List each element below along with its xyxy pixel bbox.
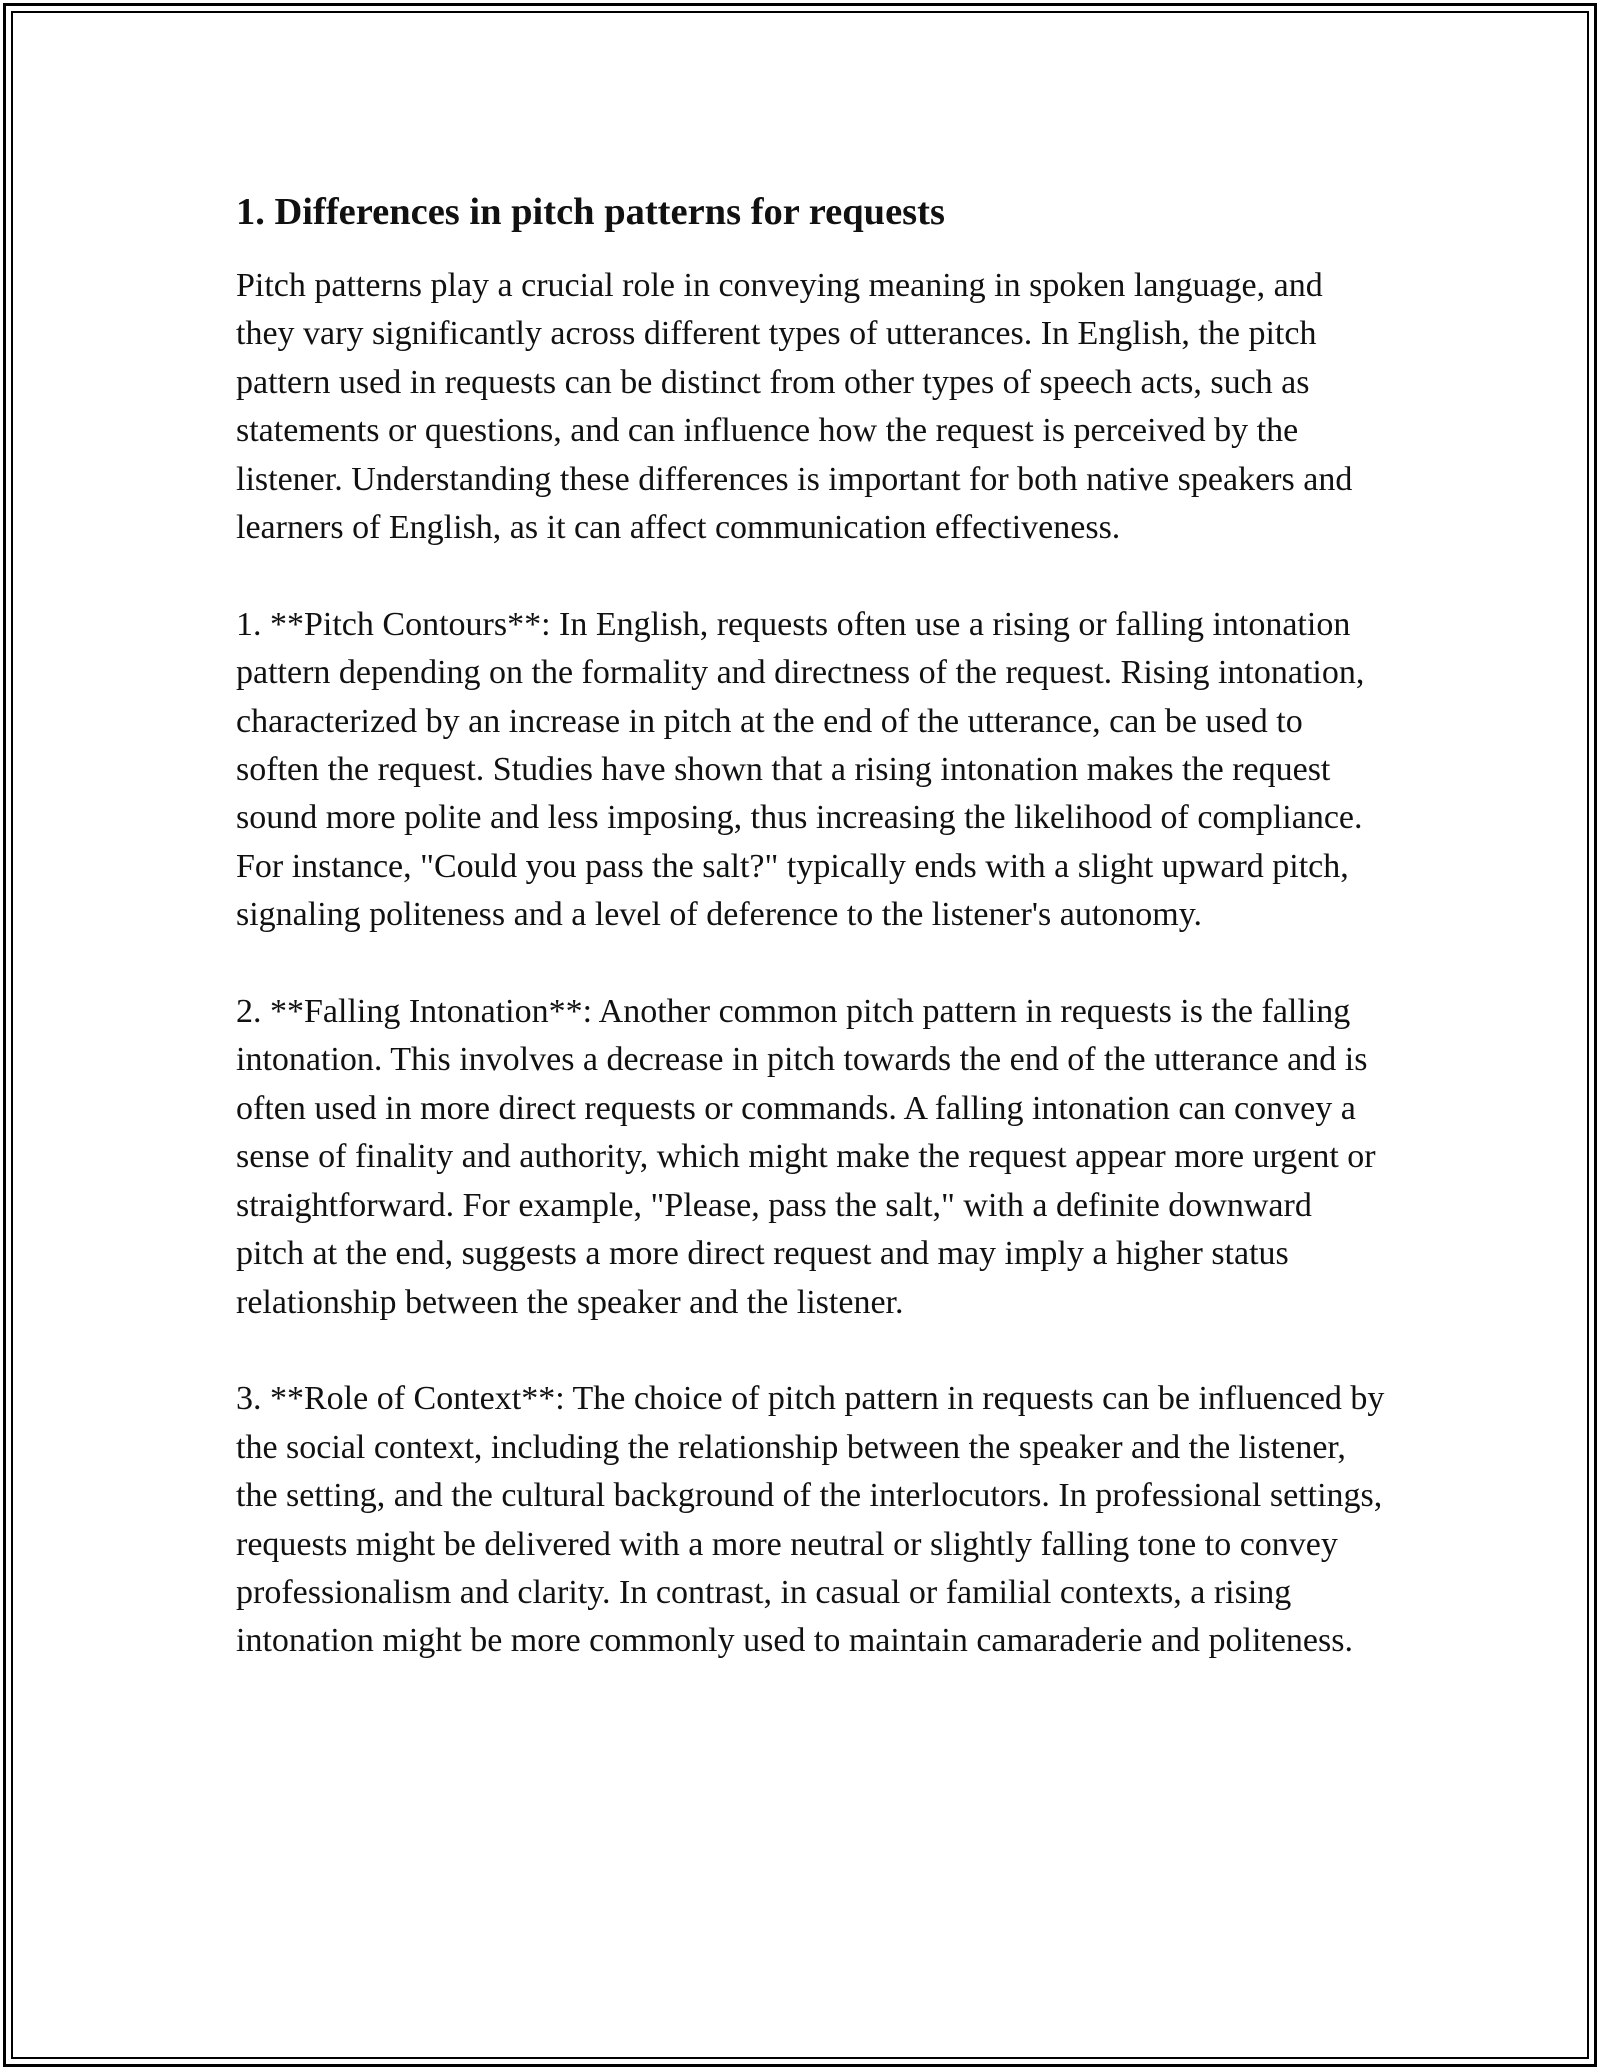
- intro-paragraph: Pitch patterns play a crucial role in conveying meaning in spoken language, and they vary significantly across different types of utterances. In English, the pitch pattern used in requests can be distinct from other types of speech acts, such as statements or questions, and can influence how the request is perceived by the listener. Understanding these differences is important for both native speakers and learners of English, as it can affect communication effectiveness.: [236, 267, 1353, 547]
- document-body: [236, 186, 1386, 1666]
- role-of-context-paragraph: 3. **Role of Context**: The choice of pitch pattern in requests can be influenced by the social context, including the relationship between the speaker and the listener, the setting, and the cultural background of the interlocutors. In professional settings, requests might be delivered with a more neutral or slightly falling tone to convey professionalism and clarity. In contrast, in casual or familial contexts, a rising intonation might be more commonly used to maintain camaraderie and politeness.: [236, 1380, 1385, 1660]
- falling-intonation-paragraph: 2. **Falling Intonation**: Another common pitch pattern in requests is the falling intonation. This involves a decrease in pitch towards the end of the utterance and is often used in more direct requests or commands. A falling intonation can convey a sense of finality and authority, which might make the request appear more urgent or straightforward. For example, "Please, pass the salt," with a definite downward pitch at the end, suggests a more direct request and may imply a higher status relationship between the speaker and the listener.: [236, 993, 1376, 1321]
- section-heading: 1. Differences in pitch patterns for requests: [236, 191, 945, 233]
- pitch-contours-paragraph: 1. **Pitch Contours**: In English, requests often use a rising or falling intonation pattern depending on the formality and directness of the request. Rising intonation, characterized by an increase in pitch at the end of the utterance, can be used to soften the request. Studies have shown that a rising intonation makes the request sound more polite and less imposing, thus increasing the likelihood of compliance. For instance, "Could you pass the salt?" typically ends with a slight upward pitch, signaling politeness and a level of deference to the listener's autonomy.: [236, 605, 1365, 934]
